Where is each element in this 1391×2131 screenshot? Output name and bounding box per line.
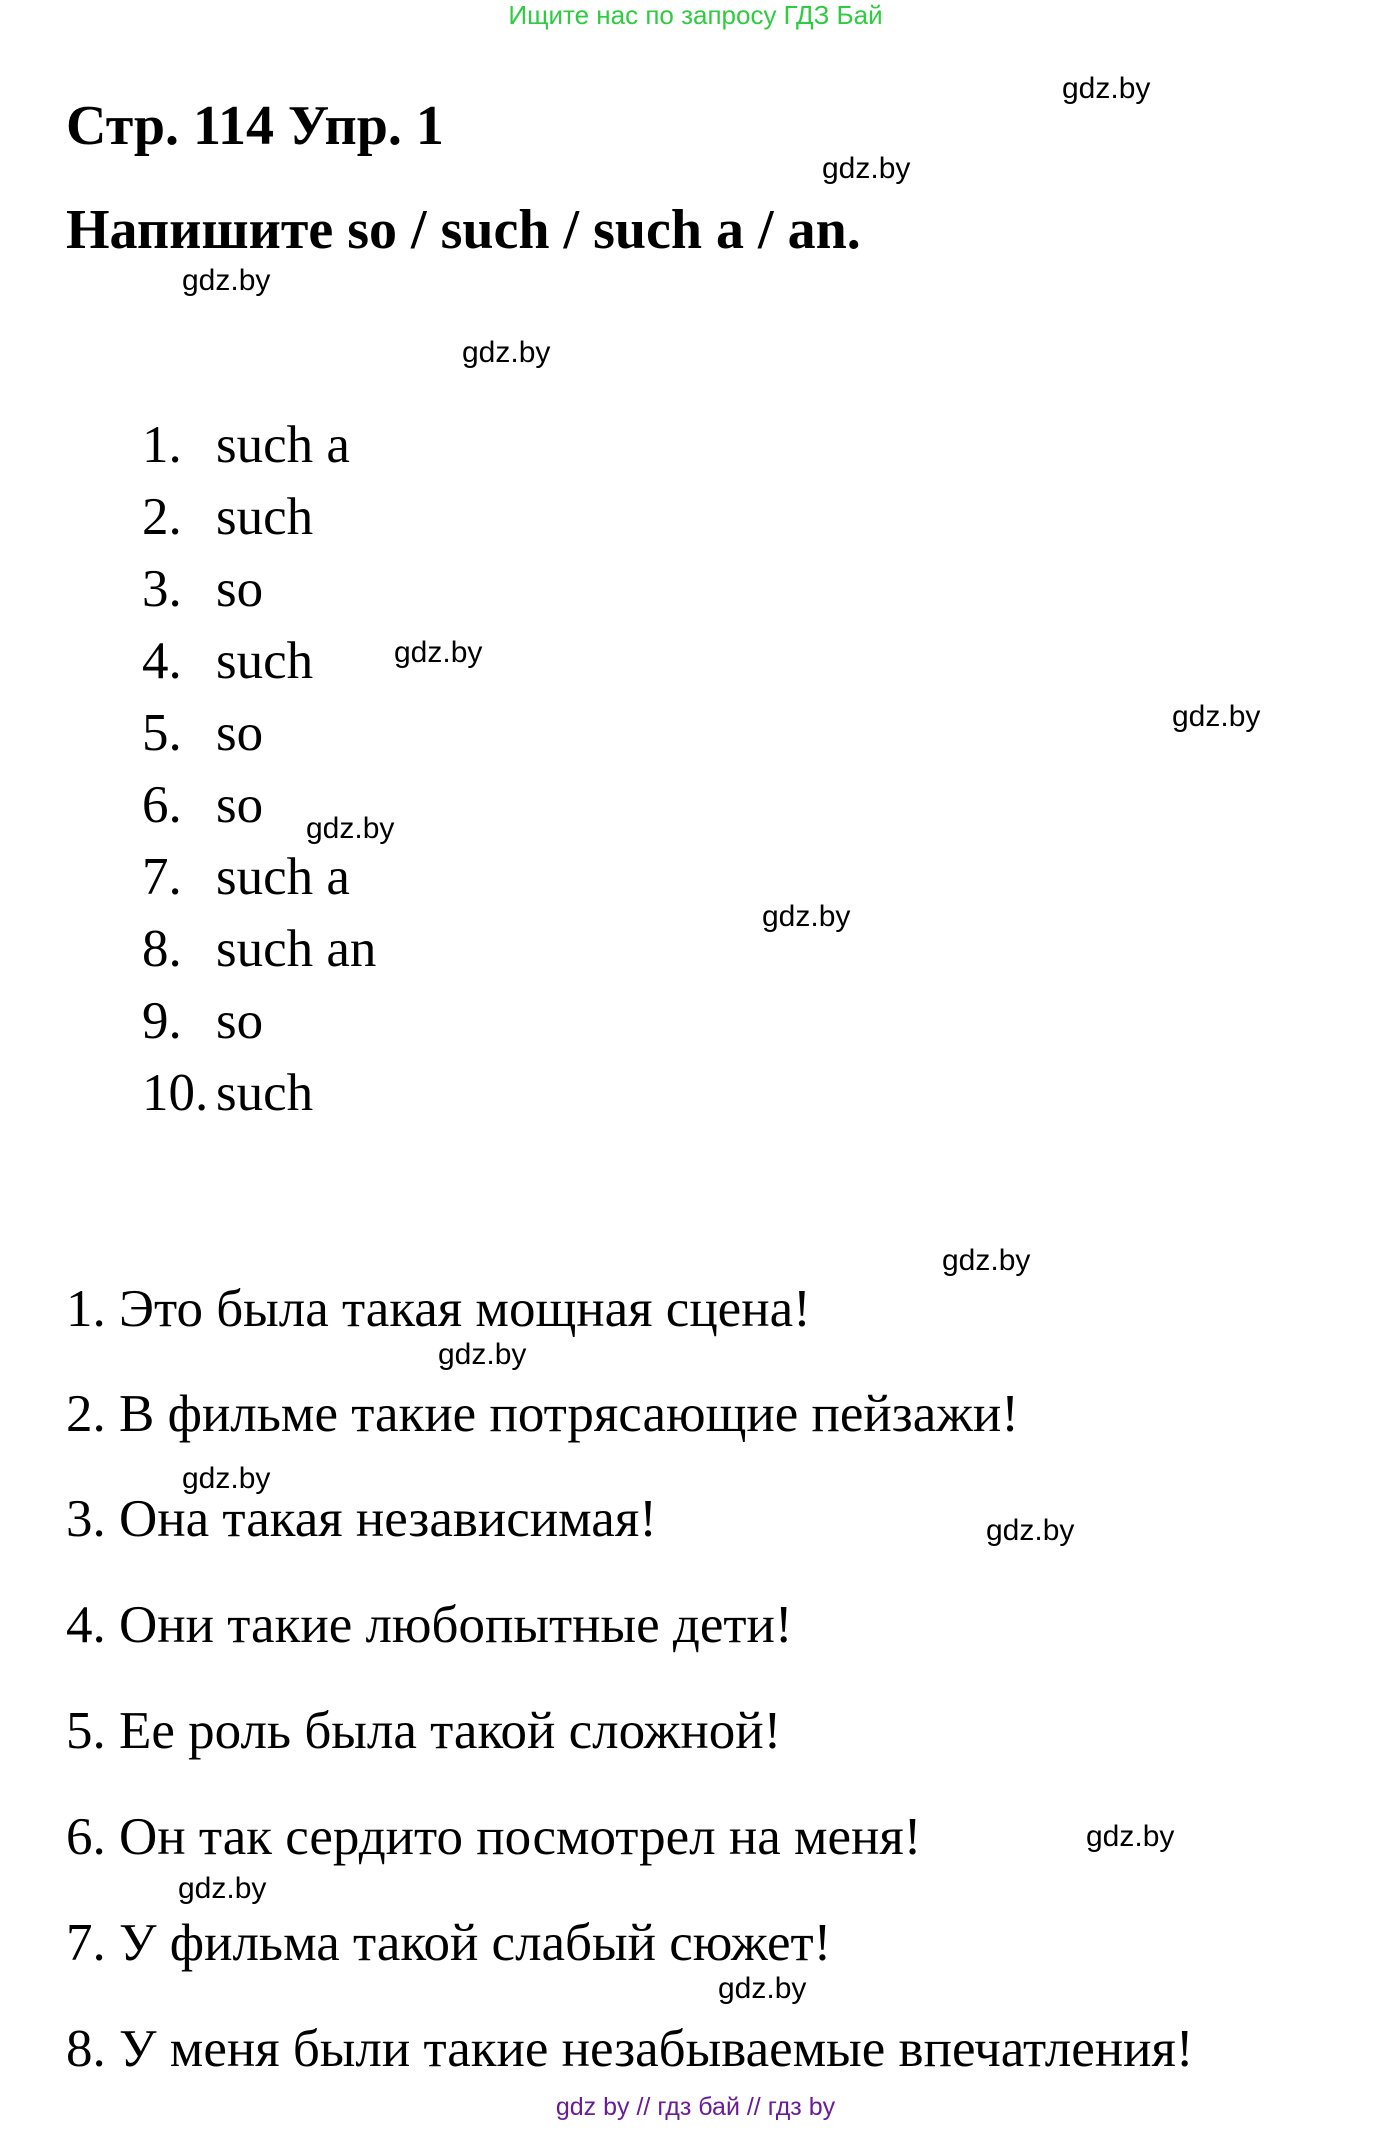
answer-text: such a	[216, 416, 350, 474]
answer-text: so	[216, 560, 264, 618]
watermark: gdz.by	[986, 1514, 1075, 1547]
watermark: gdz.by	[394, 636, 483, 669]
watermark: gdz.by	[178, 1872, 267, 1905]
watermark: gdz.by	[1086, 1820, 1175, 1853]
watermark: gdz.by	[718, 1972, 807, 2005]
answer-number: 5.	[142, 704, 182, 762]
answer-text: so	[216, 776, 264, 834]
translation-4: 4. Они такие любопытные дети!	[66, 1596, 793, 1654]
answer-text: so	[216, 992, 264, 1050]
translation-2: 2. В фильме такие потрясающие пейзажи!	[66, 1385, 1019, 1443]
translation-8: 8. У меня были такие незабываемые впечатления!	[66, 2020, 1194, 2078]
answer-number: 3.	[142, 560, 182, 618]
answer-text: so	[216, 704, 264, 762]
translation-3: 3. Она такая независимая!	[66, 1490, 657, 1548]
watermark: gdz.by	[1062, 72, 1151, 105]
answer-item-10	[142, 1062, 313, 1124]
answer-number: 4.	[142, 632, 182, 690]
translation-5: 5. Ее роль была такой сложной!	[66, 1702, 782, 1760]
answer-item-4	[142, 630, 313, 692]
answer-text: such	[216, 1064, 314, 1122]
watermark: gdz.by	[1172, 700, 1261, 733]
top-banner-link[interactable]: Ищите нас по запросу ГДЗ Бай	[508, 0, 883, 30]
answer-number: 9.	[142, 992, 182, 1050]
answer-item-3	[142, 558, 263, 620]
answer-item-7	[142, 846, 350, 908]
watermark: gdz.by	[438, 1338, 527, 1371]
answer-text: such	[216, 488, 314, 546]
task-instruction: Напишите so / such / such a / an.	[66, 199, 861, 261]
translation-1: 1. Это была такая мощная сцена!	[66, 1280, 811, 1338]
answer-text: such an	[216, 920, 377, 978]
answer-number: 7.	[142, 848, 182, 906]
translation-6: 6. Он так сердито посмотрел на меня!	[66, 1808, 922, 1866]
watermark: gdz.by	[182, 264, 271, 297]
watermark: gdz.by	[306, 812, 395, 845]
watermark: gdz.by	[942, 1244, 1031, 1277]
watermark: gdz.by	[182, 1462, 271, 1495]
answer-item-5	[142, 702, 263, 764]
answer-text: such	[216, 632, 314, 690]
answer-item-8	[142, 918, 376, 980]
watermark: gdz.by	[762, 900, 851, 933]
footer-links[interactable]: gdz by // гдз бай // гдз by	[555, 2093, 836, 2121]
watermark: gdz.by	[822, 152, 911, 185]
answer-item-1	[142, 414, 350, 476]
answer-number: 10.	[142, 1064, 209, 1122]
watermark: gdz.by	[462, 336, 551, 369]
answer-item-2	[142, 486, 313, 548]
answer-number: 6.	[142, 776, 182, 834]
answer-number: 8.	[142, 920, 182, 978]
translation-7: 7. У фильма такой слабый сюжет!	[66, 1914, 832, 1972]
answer-number: 2.	[142, 488, 182, 546]
page-title: Стр. 114 Упр. 1	[66, 95, 444, 157]
answer-item-6	[142, 774, 263, 836]
answer-number: 1.	[142, 416, 182, 474]
answer-item-9	[142, 990, 263, 1052]
answer-text: such a	[216, 848, 350, 906]
